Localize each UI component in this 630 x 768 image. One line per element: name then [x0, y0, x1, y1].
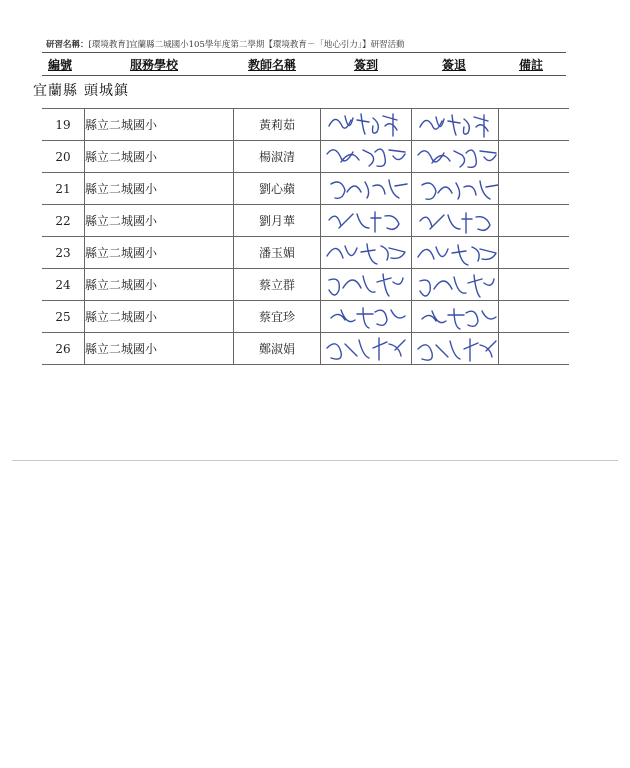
- row-school: 縣立二城國小: [85, 205, 234, 237]
- handwritten-signature-in: [323, 206, 411, 235]
- table-row: [42, 205, 569, 237]
- handwritten-signature-in: [323, 142, 411, 171]
- row-school: 縣立二城國小: [85, 109, 234, 141]
- row-teacher: 鄭淑娟: [234, 333, 321, 365]
- handwritten-signature-in: [323, 110, 411, 139]
- row-note: [499, 301, 570, 333]
- row-sign-in: [321, 333, 412, 365]
- row-number: 22: [42, 205, 85, 237]
- row-sign-out: [412, 205, 499, 237]
- handwritten-signature-out: [414, 302, 499, 331]
- handwritten-signature-out: [414, 270, 499, 299]
- region-town: 頭城鎮: [84, 83, 129, 99]
- row-sign-out: [412, 109, 499, 141]
- table-row: [42, 141, 569, 173]
- handwritten-signature-out: [414, 206, 499, 235]
- header-number: 編號: [48, 58, 73, 72]
- handwritten-signature-in: [323, 334, 411, 363]
- row-teacher: 蔡立群: [234, 269, 321, 301]
- handwritten-signature-in: [323, 238, 411, 267]
- row-number: 21: [42, 173, 85, 205]
- handwritten-signature-out: [414, 334, 499, 363]
- row-sign-out: [412, 173, 499, 205]
- handwritten-signature-in: [323, 302, 411, 331]
- table-row: [42, 333, 569, 365]
- row-school: 縣立二城國小: [85, 237, 234, 269]
- row-sign-out: [412, 301, 499, 333]
- row-sign-in: [321, 301, 412, 333]
- row-school: 縣立二城國小: [85, 141, 234, 173]
- row-note: [499, 109, 570, 141]
- row-number: 24: [42, 269, 85, 301]
- row-sign-out: [412, 237, 499, 269]
- row-sign-in: [321, 205, 412, 237]
- row-teacher: 蔡宜珍: [234, 301, 321, 333]
- row-sign-in: [321, 173, 412, 205]
- handwritten-signature-in: [323, 174, 411, 203]
- handwritten-signature-out: [414, 110, 499, 139]
- row-sign-in: [321, 109, 412, 141]
- row-school: 縣立二城國小: [85, 173, 234, 205]
- header-sign-in: 簽到: [354, 58, 379, 72]
- row-teacher: 劉月華: [234, 205, 321, 237]
- row-number: 20: [42, 141, 85, 173]
- row-sign-out: [412, 333, 499, 365]
- workshop-title-label: 研習名稱：: [46, 40, 89, 50]
- workshop-title-text: [環境教育]宜蘭縣二城國小105學年度第二學期【環境教育－「地心引力」】研習活動: [88, 40, 405, 50]
- row-teacher: 潘玉媚: [234, 237, 321, 269]
- workshop-title: [46, 38, 566, 50]
- row-sign-in: [321, 237, 412, 269]
- row-number: 19: [42, 109, 85, 141]
- row-note: [499, 237, 570, 269]
- table-row: [42, 237, 569, 269]
- table-row: [42, 109, 569, 141]
- row-sign-in: [321, 269, 412, 301]
- header-school: 服務學校: [130, 58, 179, 72]
- handwritten-signature-out: [414, 238, 499, 267]
- row-teacher: 黃莉茹: [234, 109, 321, 141]
- handwritten-signature-out: [414, 174, 499, 203]
- row-note: [499, 141, 570, 173]
- row-number: 25: [42, 301, 85, 333]
- row-note: [499, 333, 570, 365]
- row-note: [499, 205, 570, 237]
- page-divider: [12, 460, 618, 461]
- row-sign-out: [412, 141, 499, 173]
- table-row: [42, 269, 569, 301]
- header-sign-out: 簽退: [442, 58, 467, 72]
- row-teacher: 楊淑清: [234, 141, 321, 173]
- row-sign-in: [321, 141, 412, 173]
- handwritten-signature-in: [323, 270, 411, 299]
- handwritten-signature-out: [414, 142, 499, 171]
- row-note: [499, 269, 570, 301]
- row-school: 縣立二城國小: [85, 301, 234, 333]
- region-heading: [33, 80, 129, 100]
- row-sign-out: [412, 269, 499, 301]
- table-header: [42, 52, 566, 76]
- header-teacher: 教師名稱: [248, 58, 297, 72]
- row-teacher: 劉心蘋: [234, 173, 321, 205]
- row-number: 26: [42, 333, 85, 365]
- table-row: [42, 301, 569, 333]
- row-note: [499, 173, 570, 205]
- row-number: 23: [42, 237, 85, 269]
- region-county: 宜蘭縣: [33, 83, 78, 99]
- header-note: 備註: [519, 58, 544, 72]
- table-row: [42, 173, 569, 205]
- row-school: 縣立二城國小: [85, 269, 234, 301]
- row-school: 縣立二城國小: [85, 333, 234, 365]
- attendance-table: [42, 108, 569, 365]
